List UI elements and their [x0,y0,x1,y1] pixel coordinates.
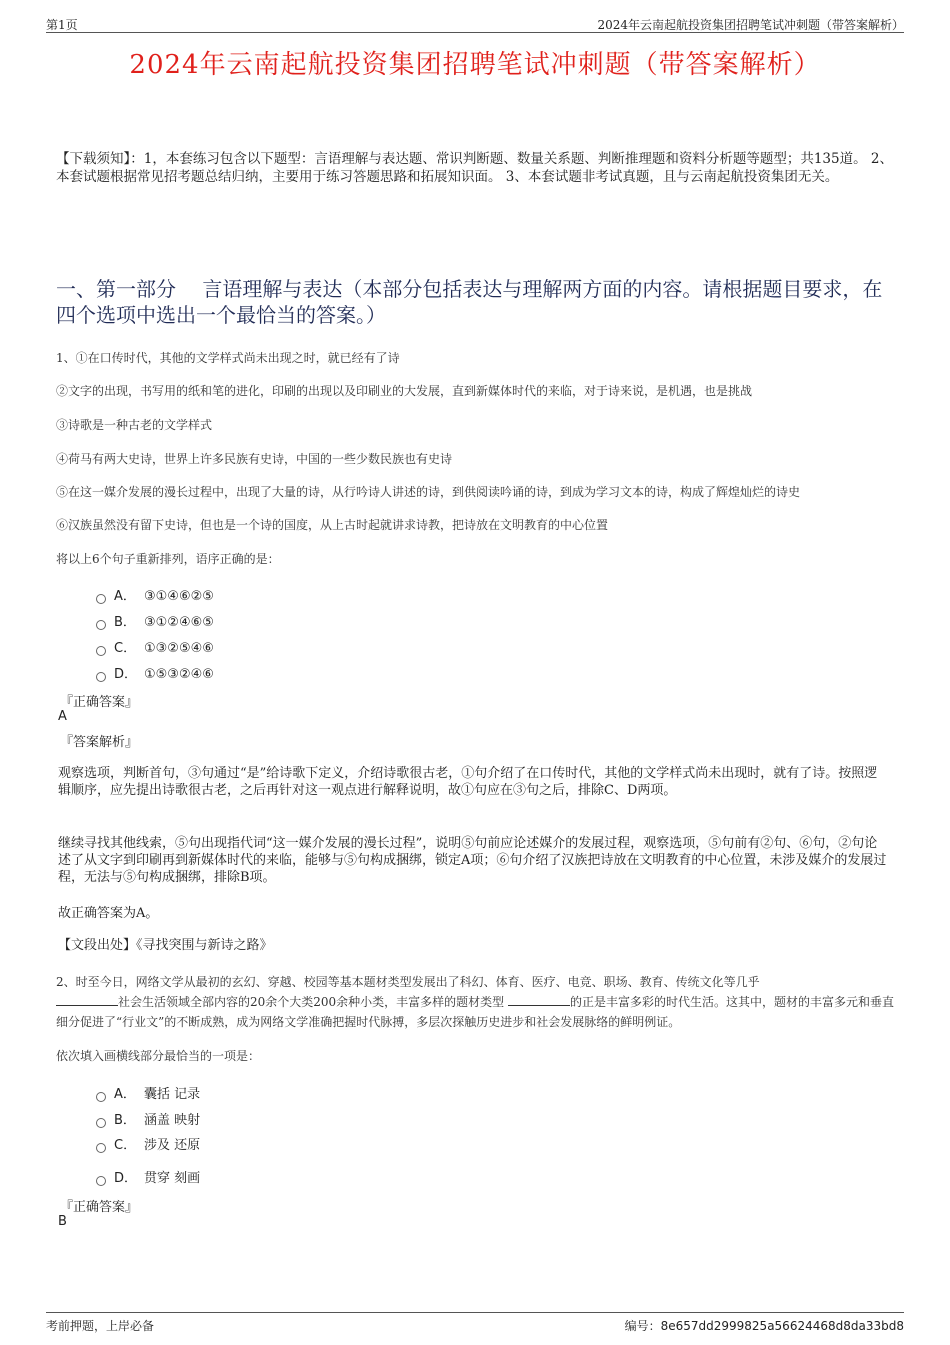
footer-code: 编号：8e657dd2999825a56624468d8da33bd8 [624,1319,904,1333]
q1-line-1: 1、①在口传时代，其他的文学样式尚未出现之时，就已经有了诗 [56,351,400,365]
page-footer [46,1312,904,1331]
q2-option-c[interactable]: C． 涉及 还原 [96,1134,200,1153]
q1-line-5: ⑤在这一媒介发展的漫长过程中，出现了大量的诗，从行吟诗人讲述的诗，到供阅读吟诵的诗，到成为学习文本的诗，构成了辉煌灿烂的诗史 [56,485,801,499]
q2-answer: B [58,1214,67,1229]
radio-icon[interactable] [96,1118,106,1128]
q1-analysis-para-1: 观察选项，判断首句，③句通过“是”给诗歌下定义，介绍诗歌很古老，①句介绍了在口传时代，其他的文学样式尚未出现时，就有了诗。按照逻辑顺序，应先提出诗歌很古老，之后再针对这一观点进行解释说明，故①句应在③句之后，排除C、D两项。 [58,766,878,798]
q1-option-a[interactable]: A． ③①④⑥②⑤ [96,585,214,604]
q1-source: 【文段出处】《寻找突围与新诗之路》 [58,938,273,953]
fill-blank-1[interactable] [56,993,118,1006]
q1-line-4: ④荷马有两大史诗，世界上许多民族有史诗，中国的一些少数民族也有史诗 [56,452,453,466]
radio-icon[interactable] [96,594,106,604]
q2-prompt: 依次填入画横线部分最恰当的一项是： [56,1049,261,1063]
page-header [46,14,904,33]
radio-icon[interactable] [96,620,106,630]
radio-icon[interactable] [96,646,106,656]
q1-prompt: 将以上6个句子重新排列，语序正确的是： [56,552,280,566]
q1-option-c[interactable]: C． ①③②⑤④⑥ [96,637,214,656]
header-doc-title: 2024年云南起航投资集团招聘笔试冲刺题（带答案解析） [597,18,904,32]
page-number: 第1页 [46,18,78,32]
q1-line-2: ②文字的出现，书写用的纸和笔的进化，印刷的出现以及印刷业的大发展，直到新媒体时代的来临，对于诗来说，是机遇，也是挑战 [56,384,753,398]
footer-slogan: 考前押题，上岸必备 [46,1319,155,1333]
q1-analysis-label: 『答案解析』 [60,735,139,750]
q1-option-b[interactable]: B． ③①②④⑥⑤ [96,611,214,630]
page-title: 2024年云南起航投资集团招聘笔试冲刺题（带答案解析） [129,50,821,80]
download-notice: 【下载须知】：1，本套练习包含以下题型：言语理解与表达题、常识判断题、数量关系题、判断推理题和资料分析题等题型；共135道。 2、本套试题根据常见招考题总结归纳，主要用于练习答题思路和拓展知识面。 3、本套试题非考试真题，且与云南起航投资集团无关。 [56,151,893,185]
q1-answer-label: 『正确答案』 [60,695,139,710]
q1-answer: A [58,709,67,724]
radio-icon[interactable] [96,1143,106,1153]
q1-analysis-para-2: 继续寻找其他线索，⑤句出现指代词“这一媒介发展的漫长过程”，说明⑤句前应论述媒介的发展过程，观察选项，⑤句前有②句、⑥句，②句论述了从文字到印刷再到新媒体时代的来临，能够与⑤句构成捆绑，锁定A项；⑥句介绍了汉族把诗放在文明教育的中心位置，未涉及媒介的发展过程，无法与⑤句构成捆绑，排除B项。 [58,836,887,885]
q2-option-b[interactable]: B． 涵盖 映射 [96,1109,200,1128]
radio-icon[interactable] [96,1092,106,1102]
q2-answer-label: 『正确答案』 [60,1200,139,1215]
q2-option-a[interactable]: A． 囊括 记录 [96,1083,200,1102]
radio-icon[interactable] [96,1176,106,1186]
q2-option-d[interactable]: D． 贯穿 刻画 [96,1167,200,1186]
fill-blank-2[interactable] [508,993,570,1006]
q1-line-6: ⑥汉族虽然没有留下史诗，但也是一个诗的国度，从上古时起就讲求诗教，把诗放在文明教育的中心位置 [56,518,609,532]
q1-option-d[interactable]: D． ①⑤③②④⑥ [96,663,214,682]
radio-icon[interactable] [96,672,106,682]
section-title: 一、第一部分 言语理解与表达（本部分包括表达与理解两方面的内容。请根据题目要求，在四个选项中选出一个最恰当的答案。） [56,277,883,327]
q1-analysis-para-3: 故正确答案为A。 [58,906,159,921]
q1-line-3: ③诗歌是一种古老的文学样式 [56,418,213,432]
q2-stem: 2、时至今日，网络文学从最初的玄幻、穿越、校园等基本题材类型发展出了科幻、体育、医疗、电竞、职场、教育、传统文化等几乎 社会生活领域全部内容的20余个大类200余种小类，丰富多样的题材类型 的正是丰富多彩的时代生活。这其中，题材的丰富多元和垂直细分促进了“行业文”的不断成熟，成为网络文学准确把握时代脉搏，多层次探触历史进步和社会发展脉络的鲜明例证。 [56,975,895,1029]
